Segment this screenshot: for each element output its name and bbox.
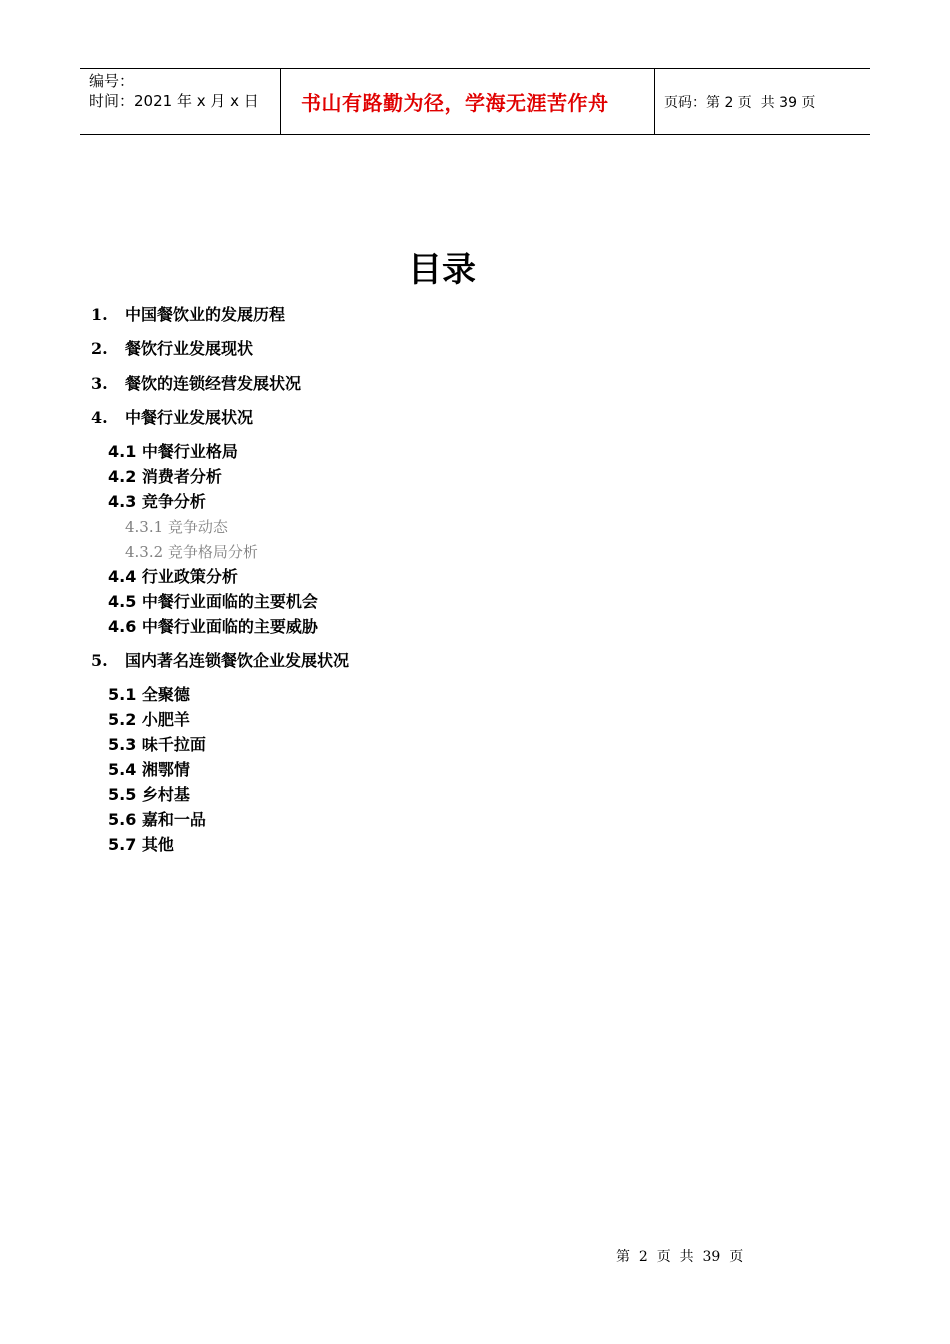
toc-label: 国内著名连锁餐饮企业发展状况 bbox=[125, 651, 350, 670]
toc-item-5[interactable] bbox=[91, 650, 349, 672]
toc-number: 5. bbox=[91, 651, 108, 670]
toc-item-4-2[interactable]: 4.2 消费者分析 bbox=[108, 467, 222, 486]
toc-label: 餐饮的连锁经营发展状况 bbox=[125, 374, 302, 393]
toc-item-5-1[interactable]: 5.1 全聚德 bbox=[108, 685, 190, 704]
page-header bbox=[80, 68, 870, 135]
page-footer: 第 2 页 共 39 页 bbox=[616, 1249, 744, 1265]
header-motto: 书山有路勤为径，学海无涯苦作舟 bbox=[281, 69, 655, 134]
toc-label: 餐饮行业发展现状 bbox=[125, 339, 254, 358]
toc-item-5-6[interactable]: 5.6 嘉和一品 bbox=[108, 810, 206, 829]
toc-number: 1. bbox=[91, 305, 108, 324]
header-meta bbox=[80, 69, 281, 134]
toc-item-2[interactable] bbox=[91, 338, 253, 360]
toc-item-1[interactable] bbox=[91, 304, 285, 326]
toc-item-4-4[interactable]: 4.4 行业政策分析 bbox=[108, 567, 238, 586]
number-label: 编号： bbox=[89, 72, 135, 90]
toc-number: 4. bbox=[91, 408, 108, 427]
toc-item-4-3-1[interactable]: 4.3.1 竞争动态 bbox=[125, 518, 228, 536]
toc-item-4-1[interactable]: 4.1 中餐行业格局 bbox=[108, 442, 238, 461]
toc-label: 中国餐饮业的发展历程 bbox=[125, 305, 286, 324]
toc-label: 中餐行业发展状况 bbox=[125, 408, 254, 427]
time-label: 时间：2021 年 x 月 x 日 bbox=[89, 92, 259, 110]
page-info-text: 页码：第 2 页 共 39 页 bbox=[664, 94, 816, 111]
toc-item-5-5[interactable]: 5.5 乡村基 bbox=[108, 785, 190, 804]
header-page-info bbox=[655, 69, 870, 134]
toc-item-3[interactable] bbox=[91, 373, 301, 395]
toc-item-5-7[interactable]: 5.7 其他 bbox=[108, 835, 174, 854]
toc-item-4-3-2[interactable]: 4.3.2 竞争格局分析 bbox=[125, 543, 258, 561]
toc-item-4-3[interactable]: 4.3 竞争分析 bbox=[108, 492, 206, 511]
toc-item-5-4[interactable]: 5.4 湘鄂情 bbox=[108, 760, 190, 779]
toc-item-4[interactable] bbox=[91, 407, 253, 429]
toc-item-4-5[interactable]: 4.5 中餐行业面临的主要机会 bbox=[108, 592, 318, 611]
toc-item-5-2[interactable]: 5.2 小肥羊 bbox=[108, 710, 190, 729]
toc-number: 2. bbox=[91, 339, 108, 358]
toc-number: 3. bbox=[91, 374, 108, 393]
toc-item-5-3[interactable]: 5.3 味千拉面 bbox=[108, 735, 206, 754]
toc-title: 目录 bbox=[408, 250, 476, 290]
toc-item-4-6[interactable]: 4.6 中餐行业面临的主要威胁 bbox=[108, 617, 318, 636]
